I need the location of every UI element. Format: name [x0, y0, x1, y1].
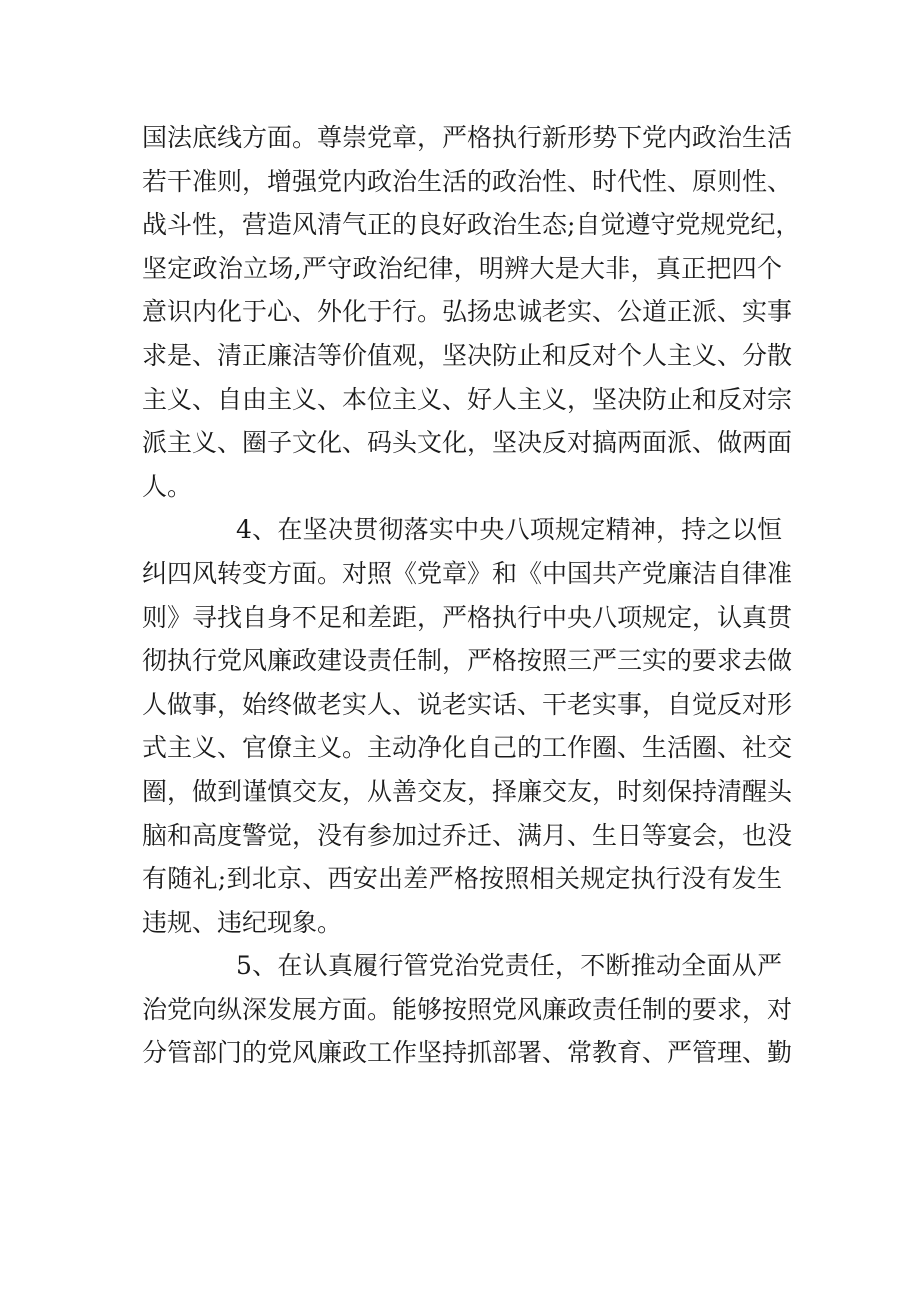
text-line: 纠四风转变方面。对照《党章》和《中国共产党廉洁自律准: [142, 558, 793, 588]
paragraph-2: [142, 508, 793, 944]
text-line: 意识内化于心、外化于行。弘扬忠诚老实、公道正派、实事: [142, 297, 793, 327]
text-line: 国法底线方面。尊崇党章，严格执行新形势下党内政治生活: [142, 123, 793, 152]
text-line: 5、在认真履行管党治党责任，不断推动全面从严: [236, 951, 782, 981]
paragraph-3: [142, 944, 793, 1075]
text-line: 坚定政治立场,严守政治纪律，明辨大是大非，真正把四个: [142, 253, 782, 283]
text-line: 战斗性，营造风清气正的良好政治生态;自觉遵守党规党纪，: [142, 210, 801, 240]
text-line: 派主义、圈子文化、码头文化，坚决反对搞两面派、做两面: [142, 428, 793, 458]
text-line: 式主义、官僚主义。主动净化自己的工作圈、生活圈、社交: [142, 733, 793, 763]
text-line: 违规、违纪现象。: [142, 907, 343, 937]
text-line: 人做事，始终做老实人、说老实话、干老实事，自觉反对形: [142, 689, 793, 719]
text-line: 则》寻找自身不足和差距，严格执行中央八项规定，认真贯: [142, 602, 793, 632]
text-line: 求是、清正廉洁等价值观，坚决防止和反对个人主义、分散: [142, 340, 793, 370]
text-line: 彻执行党风廉政建设责任制，严格按照三严三实的要求去做: [142, 646, 793, 676]
text-line: 主义、自由主义、本位主义、好人主义，坚决防止和反对宗: [142, 384, 793, 414]
text-line: 治党向纵深发展方面。能够按照党风廉政责任制的要求，对: [142, 994, 793, 1024]
text-line: 4、在坚决贯彻落实中央八项规定精神，持之以恒: [236, 515, 782, 545]
text-line: 圈，做到谨慎交友，从善交友，择廉交友，时刻保持清醒头: [142, 776, 793, 806]
text-line: 有随礼;到北京、西安出差严格按照相关规定执行没有发生: [142, 864, 782, 894]
text-line: 脑和高度警觉，没有参加过乔迁、满月、生日等宴会，也没: [142, 820, 793, 850]
text-line: 若干准则，增强党内政治生活的政治性、时代性、原则性、: [142, 166, 793, 196]
document-body: [142, 116, 801, 1075]
text-line: 人。: [142, 471, 193, 501]
text-line: 分管部门的党风廉政工作坚持抓部署、常教育、严管理、勤: [142, 1038, 793, 1068]
paragraph-1: [142, 116, 801, 508]
